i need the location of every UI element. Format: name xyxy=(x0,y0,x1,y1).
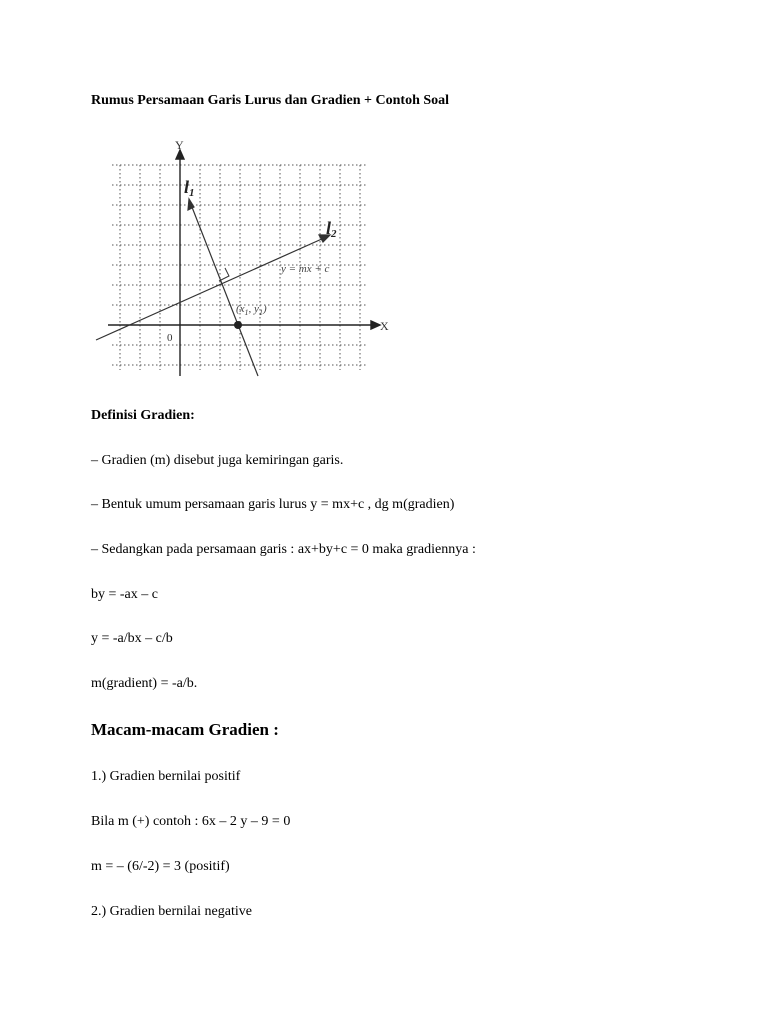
line-gradient-figure xyxy=(92,138,392,383)
definisi-item-1: – Gradien (m) disebut juga kemiringan garis. xyxy=(91,453,344,468)
point-label: ($x_1$, $y_1$) xyxy=(236,303,267,317)
definisi-heading: Definisi Gradien: xyxy=(91,408,195,423)
formula-step-2: y = -a/bx – c/b xyxy=(91,631,173,646)
x-axis-label: X xyxy=(380,319,389,333)
definisi-item-3: – Sedangkan pada persamaan garis : ax+by+c = 0 maka gradiennya : xyxy=(91,542,476,557)
line-l2 xyxy=(96,235,330,340)
origin-label: 0 xyxy=(167,332,173,344)
point-x1-y1 xyxy=(234,321,242,329)
line2-label: l2 xyxy=(326,218,337,240)
axes xyxy=(108,150,380,376)
formula-step-1: by = -ax – c xyxy=(91,587,158,602)
line1-label: l1 xyxy=(184,177,195,199)
line-l1 xyxy=(188,199,258,376)
macam-line-1: 1.) Gradien bernilai positif xyxy=(91,769,241,784)
x-axis-arrow xyxy=(371,321,380,329)
equation-label: y = mx + c xyxy=(281,263,330,275)
macam-line-3: m = – (6/-2) = 3 (positif) xyxy=(91,859,230,874)
definisi-item-2: – Bentuk umum persamaan garis lurus y = mx+c , dg m(gradien) xyxy=(91,497,455,512)
macam-line-4: 2.) Gradien bernilai negative xyxy=(91,904,252,919)
formula-step-3: m(gradient) = -a/b. xyxy=(91,676,198,691)
macam-line-2: Bila m (+) contoh : 6x – 2 y – 9 = 0 xyxy=(91,814,291,829)
y-axis-label: Y xyxy=(175,138,184,152)
macam-heading: Macam-macam Gradien : xyxy=(91,720,279,739)
document-title: Rumus Persamaan Garis Lurus dan Gradien + Contoh Soal xyxy=(91,93,450,108)
